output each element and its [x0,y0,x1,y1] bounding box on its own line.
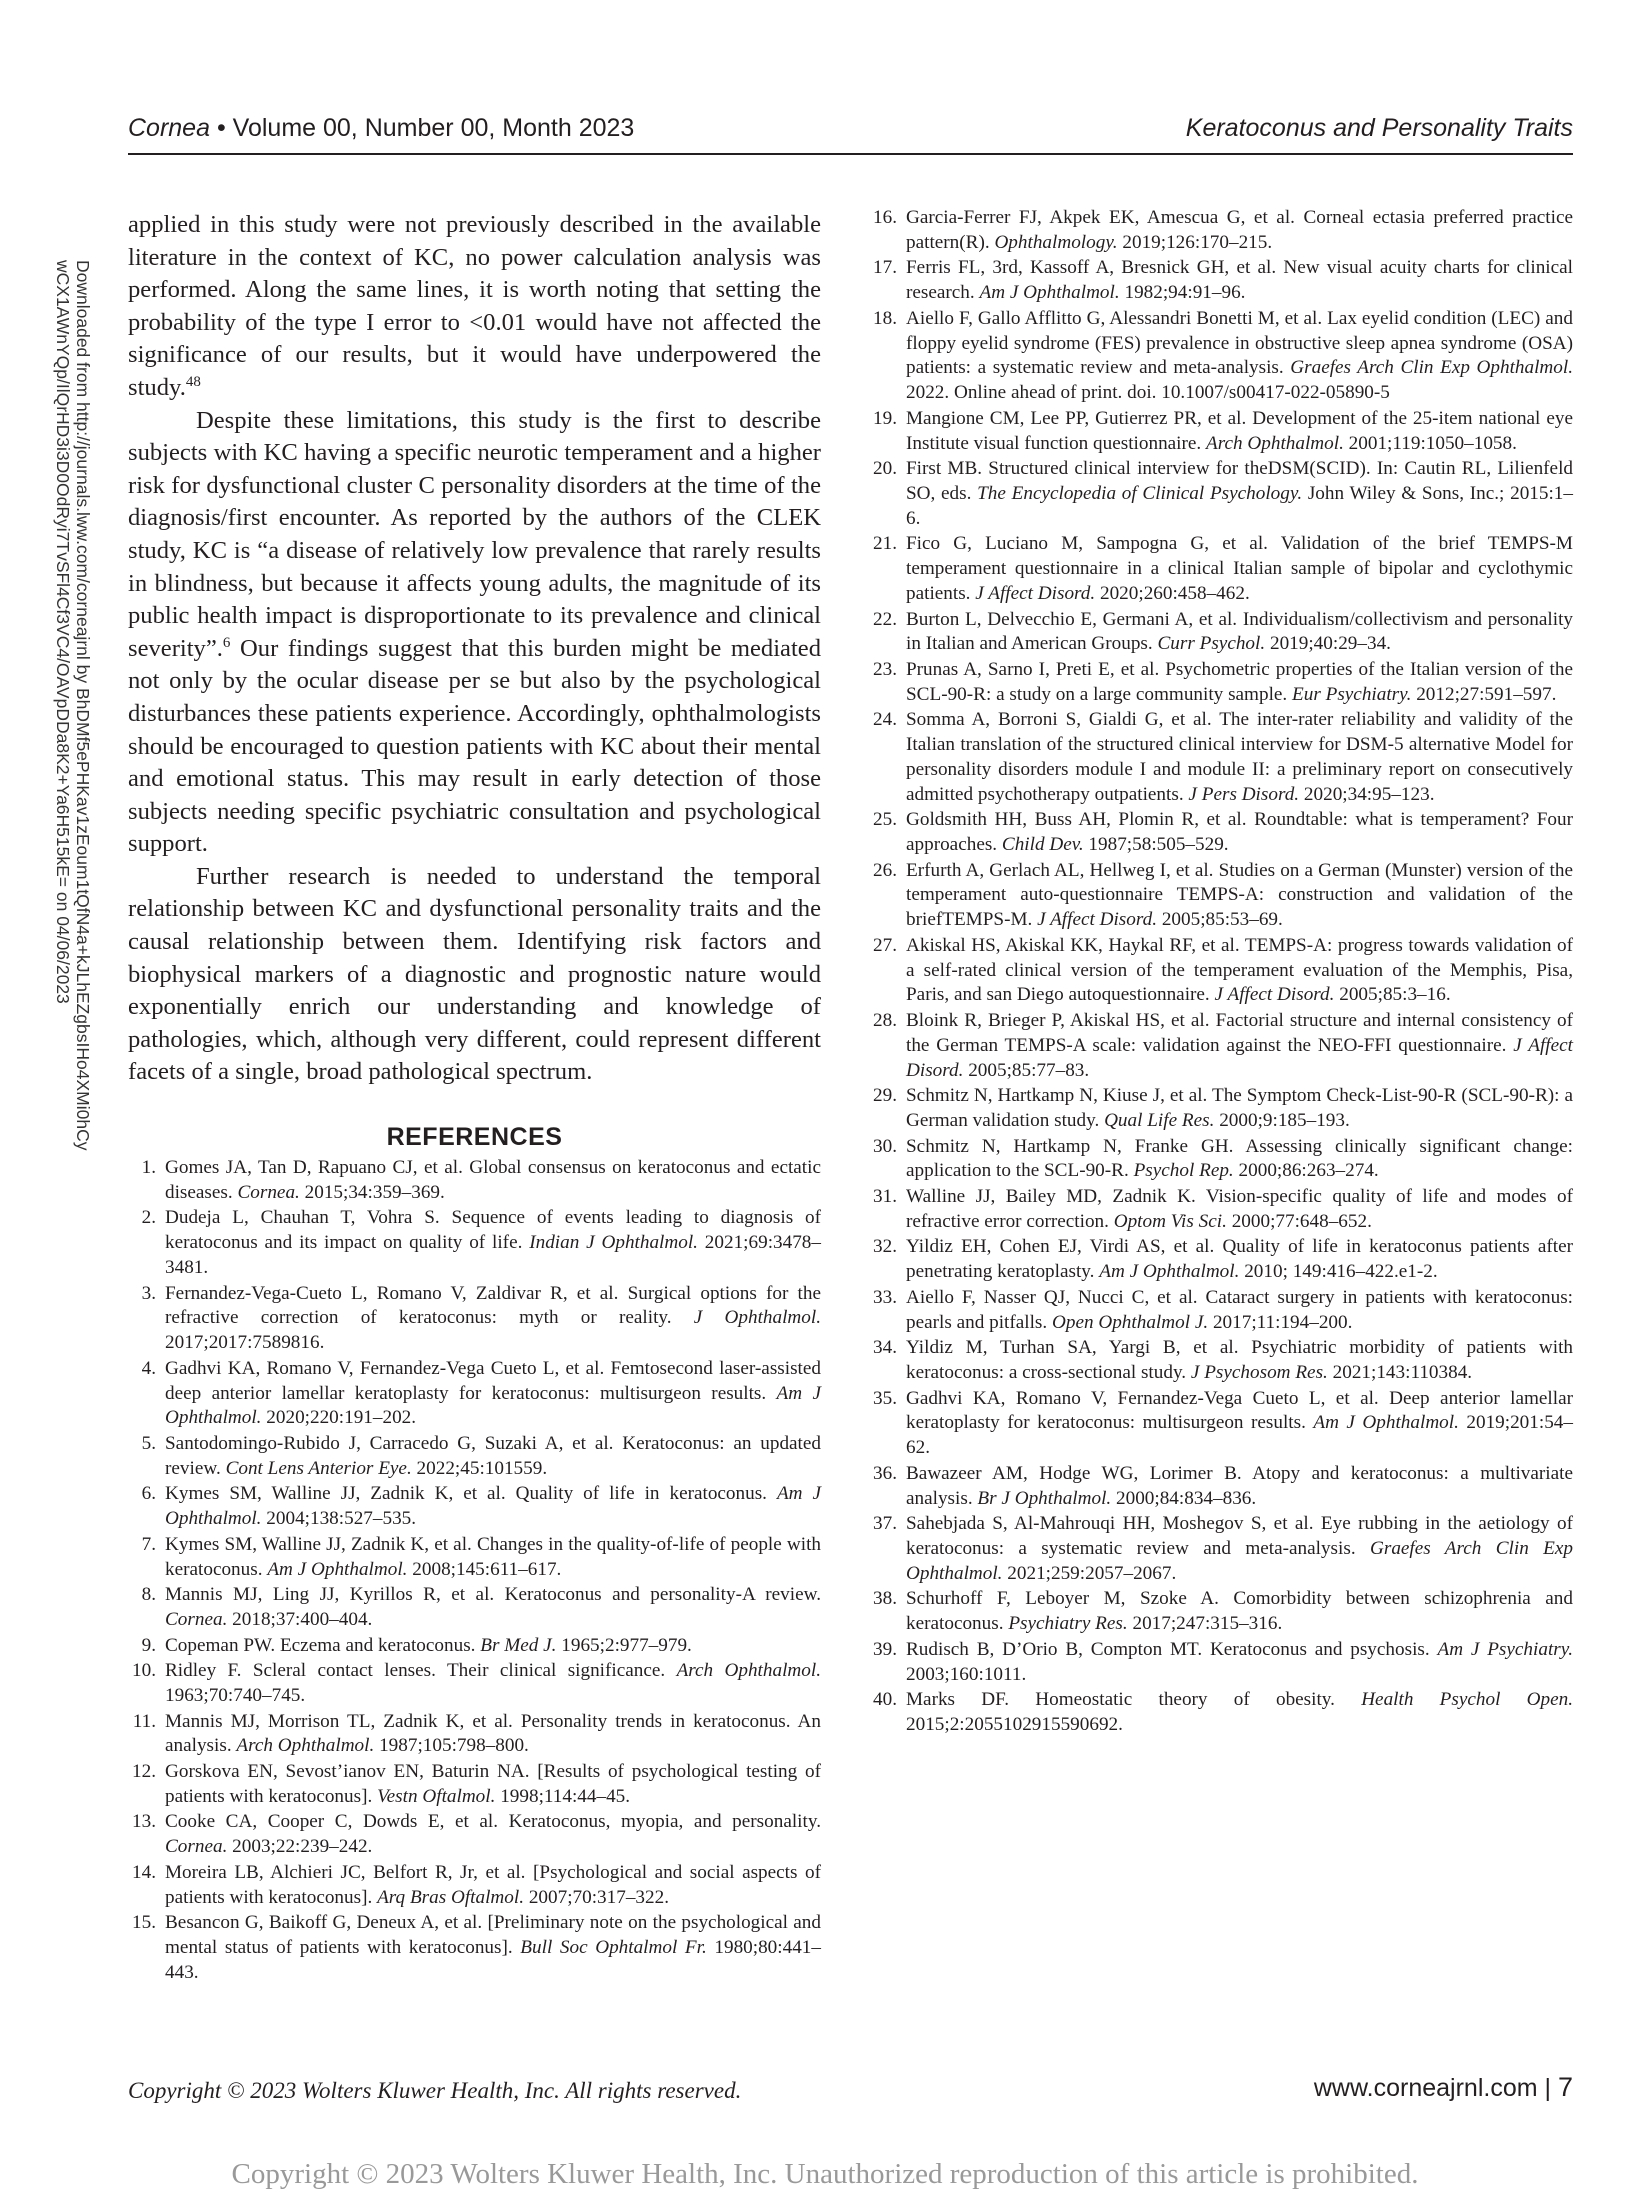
reference-citation: 2005;85:3–16. [1334,984,1451,1006]
reference-citation: 2010; 149:416–422.e1-2. [1239,1261,1438,1283]
reference-item [128,1206,821,1280]
reference-text: First MB. Structured clinical interview for theDSM(SCID). In: Cautin RL, Lilienfeld SO, eds. [906,458,1573,504]
header-separator: • [216,114,226,142]
page-number: 7 [1557,2072,1573,2102]
reference-number: 35. [873,1387,897,1409]
reference-journal: Br Med J. [480,1634,557,1656]
reproduction-notice: Copyright © 2023 Wolters Kluwer Health, Inc. Unauthorized reproduction of this article is prohibited. [231,2158,1419,2190]
reference-item [128,1282,821,1356]
reference-citation: 2003;22:239–242. [227,1836,373,1858]
reference-item [128,1810,821,1860]
reference-journal: Cornea. [237,1181,300,1203]
reference-text: Aiello F, Gallo Afflitto G, Alessandri Bonetti M, et al. Lax eyelid condition (LEC) and floppy eyelid syndrome (FES) prevalence in obstructive sleep apnea syndrome (OSA) patients: a systematic review and meta-analysis. [906,307,1573,379]
reference-item [869,808,1573,858]
journal-name: Cornea [128,114,210,142]
reference-item [128,1357,821,1431]
reference-number: 20. [873,458,897,480]
reference-text: Garcia-Ferrer FJ, Akpek EK, Amescua G, et al. Corneal ectasia preferred practice pattern(R). [906,207,1573,253]
reference-item [869,1084,1573,1134]
reference-text: Goldsmith HH, Buss AH, Plomin R, et al. Roundtable: what is temperament? Four approaches. [906,809,1573,856]
reference-item [128,1583,821,1633]
reference-citation: 2021;69:3478–3481. [165,1232,821,1279]
reference-item [869,1135,1573,1185]
reference-number: 3. [141,1282,156,1304]
reference-item [128,1156,821,1206]
reference-number: 13. [132,1811,156,1833]
reference-number: 14. [132,1861,156,1883]
side-note-line-1: Downloaded from http://journals.lww.com/corneajrnl by BhDMf5ePHKav1zEoum1tQfN4a+kJLhEZgbsIHo4XMi0hCy [73,260,93,1151]
reference-citation: 2015;34:359–369. [299,1181,445,1203]
reference-journal: J Affect Disord. [975,582,1096,604]
reference-item [869,1462,1573,1512]
reference-citation: 2019;201:54–62. [906,1412,1573,1459]
reference-item [869,256,1573,306]
reference-item [869,658,1573,708]
reference-citation: 2012;27:591–597. [1411,683,1557,705]
reference-text: Ridley F. Scleral contact lenses. Their clinical significance. [165,1660,677,1682]
reference-citation: 1965;2:977–979. [556,1634,692,1656]
reference-journal: Qual Life Res. [1104,1110,1215,1132]
reference-text: Fernandez-Vega-Cueto L, Romano V, Zaldivar R, et al. Surgical options for the refractive correction of keratoconus: myth or reality. [165,1282,821,1329]
reference-citation: 2001;119:1050–1058. [1343,432,1517,454]
reference-citation: 2005;85:77–83. [963,1059,1090,1081]
reference-item [869,1235,1573,1285]
reference-number: 29. [873,1085,897,1107]
reference-number: 36. [873,1462,897,1484]
reference-item [869,457,1573,531]
reference-journal: Am J Ophthalmol. [1313,1412,1459,1434]
reference-journal: J Pers Disord. [1188,783,1300,805]
reference-citation: 1987;105:798–800. [374,1735,529,1757]
reference-journal: Psychiatry Res. [1008,1613,1128,1635]
reference-text: Rudisch B, D’Orio B, Compton MT. Keratoconus and psychosis. [906,1638,1438,1660]
reference-text: Kymes SM, Walline JJ, Zadnik K, et al. Quality of life in keratoconus. [165,1483,777,1505]
reference-citation: 2021;259:2057–2067. [1002,1562,1177,1584]
reference-item [128,1861,821,1911]
reference-journal: Am J Ophthalmol. [979,282,1120,304]
paragraph-conclusion: Despite these limitations, this study is the first to describe subjects with KC having a specific neurotic temperament and a higher risk for dysfunctional cluster C personality disorders at the time of the diagnosis/first encounter. As reported by the authors of the CLEK study, KC is “a disease of relatively low prevalence that rarely results in blindness, but because it affects young adults, the magnitude of its public health impact is disproportionate to its prevalence and clinical severity”.$^6$ Our findings suggest that this burden might be mediated not only by the ocular disease per se but also by the psychological disturbances these patients experience. Accordingly, ophthalmologists should be encouraged to question patients with KC about their mental and emotional status. This may result in early detection of those subjects needing specific psychiatric consultation and psychological support. [128,406,821,858]
reference-journal: Arch Ophthalmol. [676,1660,821,1682]
reference-citation: 2004;138:527–535. [261,1508,417,1530]
reference-item [869,934,1573,1008]
reference-number: 34. [873,1337,897,1359]
reference-journal: J Affect Disord. [906,1034,1574,1081]
reference-citation: 2020;260:458–462. [1095,582,1250,604]
reference-citation: 2003;160:1011. [906,1663,1027,1685]
reference-number: 18. [873,307,897,329]
reference-number: 26. [873,859,897,881]
reference-number: 7. [141,1533,156,1555]
footer-site [1314,2072,1573,2103]
reference-citation: 2019;126:170–215. [1117,231,1273,253]
download-side-note [53,260,93,1340]
reference-text: Copeman PW. Eczema and keratoconus. [165,1634,481,1656]
reference-item [869,1009,1573,1083]
reference-list-left [128,1156,821,1985]
running-header [128,114,1573,154]
reference-item [128,1659,821,1709]
reference-number: 28. [873,1010,897,1032]
reference-citation: 1998;114:44–45. [495,1785,631,1807]
paragraph-limitations: applied in this study were not previously described in the available literature in the context of KC, no power calculation analysis was performed. Along the same lines, it is worth noting that setting the probability of the type I error to <0.01 would have not affected the significance of our results, but it would have underpowered the study.$^{48}$ [128,211,821,401]
reference-text: Besancon G, Baikoff G, Deneux A, et al. [Preliminary note on the psychological and mental status of patients with keratoconus]. [165,1912,821,1958]
reference-journal: Graefes Arch Clin Exp Ophthalmol. [1290,357,1573,379]
reference-citation: 2022. Online ahead of print. doi. 10.1007/s00417-022-05890-5 [906,382,1390,404]
reference-item [128,1432,821,1482]
reference-text: Prunas A, Sarno I, Preti E, et al. Psychometric properties of the Italian version of the SCL-90-R: a study on a large community sample. [906,658,1573,705]
reference-journal: Arq Bras Oftalmol. [377,1886,525,1908]
reference-journal: Arch Ophthalmol. [1206,432,1344,454]
reference-item [869,608,1573,658]
reference-number: 15. [132,1912,156,1934]
reference-number: 32. [873,1236,897,1258]
reference-citation: 1963;70:740–745. [165,1684,306,1706]
reference-text: Walline JJ, Bailey MD, Zadnik K. Vision-specific quality of life and modes of refractive error correction. [906,1186,1573,1232]
reference-text: Schurhoff F, Leboyer M, Szoke A. Comorbidity between schizophrenia and keratoconus. [906,1588,1573,1635]
reference-text: Cooke CA, Cooper C, Dowds E, et al. Keratoconus, myopia, and personality. [165,1811,821,1833]
reference-journal: Br J Ophthalmol. [977,1487,1112,1509]
reference-text: Santodomingo-Rubido J, Carracedo G, Suzaki A, et al. Keratoconus: an updated review. [165,1432,821,1479]
citation-superscript: 48 [185,373,201,390]
reference-number: 10. [132,1660,156,1682]
reference-number: 16. [873,207,897,228]
reference-journal: J Psychosom Res. [1190,1362,1328,1383]
reference-item [128,1760,821,1810]
reference-item [869,708,1573,807]
reference-item [869,307,1573,406]
reference-text: Somma A, Borroni S, Gialdi G, et al. The inter-rater reliability and validity of the Italian translation of the structured clinical interview for DSM-5 alternative Model for personality disorders module I and module II: a preliminary report on consecutively admitted psychotherapy outpatients. [906,709,1573,805]
reference-number: 4. [141,1357,156,1379]
reference-item [869,1512,1573,1586]
reference-citation: John Wiley & Sons, Inc.; 2015:1–6. [906,482,1573,529]
reference-text: Mannis MJ, Ling JJ, Kyrillos R, et al. Keratoconus and personality-A review. [165,1584,821,1606]
reference-item [869,859,1573,933]
reference-citation: 2021;143:110384. [1327,1362,1473,1383]
reference-number: 11. [132,1710,156,1732]
side-note-line-2: wCX1AWnYQp/IlQrHD3i3D0OdRyi7TvSFl4Cf3VC4/OAVpDDa8K2+Ya6H515kE= on 04/06/2023 [53,260,73,1004]
reference-journal: Open Ophthalmol J. [1052,1311,1209,1333]
reference-text: Gadhvi KA, Romano V, Fernandez-Vega Cueto L, et al. Femtosecond laser-assisted deep anterior lamellar keratoplasty for keratoconus: multisurgeon results. [165,1357,821,1404]
reference-item [869,1587,1573,1637]
reference-journal: Child Dev. [1001,834,1084,856]
reference-citation: 2018;37:400–404. [227,1608,373,1630]
reference-citation: 2022;45:101559. [411,1457,548,1479]
reference-item [869,1638,1573,1688]
reference-number: 24. [873,709,897,731]
reference-text: Marks DF. Homeostatic theory of obesity. [906,1689,1362,1711]
reference-citation: 1982;94:91–96. [1119,282,1246,304]
reference-number: 17. [873,257,897,279]
reference-citation: 2000;9:185–193. [1214,1110,1350,1132]
reference-item [869,1387,1573,1461]
reference-citation: 2020;34:95–123. [1299,783,1435,805]
reference-text: Gomes JA, Tan D, Rapuano CJ, et al. Global consensus on keratoconus and ectatic diseases. [165,1157,821,1203]
left-column [128,209,821,1986]
reference-journal: Am J Psychiatry. [1437,1638,1573,1660]
reference-journal: Am J Ophthalmol. [1099,1261,1240,1283]
reference-item [128,1533,821,1583]
reference-citation: 2019;40:29–34. [1265,633,1391,655]
website-link[interactable]: www.corneajrnl.com [1313,2074,1538,2102]
reference-journal: The Encyclopedia of Clinical Psychology. [977,482,1303,504]
reference-journal: Curr Psychol. [1157,633,1266,655]
reference-item [869,1185,1573,1235]
paragraph-further-research: Further research is needed to understand the temporal relationship between KC and dysfunctional personality traits and the causal relationship between them. Identifying risk factors and biophysical markers of a diagnostic and prognostic nature would exponentially enrich our understanding and knowledge of pathologies, which, although very different, could represent different facets of a single, broad pathological spectrum. [128,862,821,1086]
reference-journal: J Affect Disord. [1214,984,1335,1006]
reference-item [869,1286,1573,1336]
reference-text: Yildiz M, Turhan SA, Yargi B, et al. Psychiatric morbidity of patients with keratoconus: a cross-sectional study. [906,1337,1573,1383]
reference-number: 38. [873,1588,897,1610]
reference-item [869,206,1573,256]
reference-item [128,1482,821,1532]
reference-journal: Ophthalmology. [994,231,1118,253]
reference-number: 5. [141,1432,156,1454]
footer-copyright: Copyright © 2023 Wolters Kluwer Health, Inc. All rights reserved. [128,2078,742,2103]
reference-journal: Am J Ophthalmol. [165,1483,821,1530]
reference-citation: 2017;2017:7589816. [165,1332,325,1354]
reference-citation: 2017;247:315–316. [1127,1613,1283,1635]
reference-number: 23. [873,658,897,680]
reference-number: 12. [132,1760,156,1782]
reference-number: 22. [873,608,897,630]
reference-text: Mannis MJ, Morrison TL, Zadnik K, et al. Personality trends in keratoconus. An analysis. [165,1710,821,1757]
right-column [869,206,1573,1739]
reference-text: Fico G, Luciano M, Sampogna G, et al. Validation of the brief TEMPS-M temperament questionnaire in a clinical Italian sample of bipolar and cyclothymic patients. [906,533,1573,604]
reference-citation: 2008;145:611–617. [407,1558,562,1580]
reference-text: Gorskova EN, Sevost’ianov EN, Baturin NA. [Results of psychological testing of patients with keratoconus]. [165,1760,821,1807]
reference-citation: 1980;80:441–443. [165,1936,821,1983]
reference-number: 1. [141,1157,156,1179]
reference-text: Dudeja L, Chauhan T, Vohra S. Sequence of events leading to diagnosis of keratoconus and its impact on quality of life. [165,1207,821,1254]
reference-text: Yildiz EH, Cohen EJ, Virdi AS, et al. Quality of life in keratoconus patients after penetrating keratoplasty. [906,1236,1573,1283]
reference-text: Akiskal HS, Akiskal KK, Haykal RF, et al. TEMPS-A: progress towards validation of a self-rated clinical version of the temperament evaluation of the Memphis, Pisa, Paris, and san Diego autoquestionnaire. [906,934,1573,1006]
reference-number: 21. [873,533,897,555]
reference-text: Gadhvi KA, Romano V, Fernandez-Vega Cueto L, et al. Deep anterior lamellar keratoplasty for keratoconus: multisurgeon results. [906,1387,1573,1434]
reference-text: Ferris FL, 3rd, Kassoff A, Bresnick GH, et al. New visual acuity charts for clinical research. [906,257,1573,304]
reference-item [128,1710,821,1760]
reference-item [869,1688,1573,1738]
reference-text: Sahebjada S, Al-Mahrouqi HH, Moshegov S, et al. Eye rubbing in the aetiology of keratoconus: a systematic review and meta-analysis. [906,1513,1573,1559]
reference-number: 9. [141,1634,156,1656]
reference-citation: 2005;85:53–69. [1157,909,1283,931]
reference-text: Kymes SM, Walline JJ, Zadnik K, et al. Changes in the quality-of-life of people with keratoconus. [165,1533,821,1580]
volume-info: Volume 00, Number 00, Month 2023 [232,114,635,142]
reference-journal: Vestn Oftalmol. [377,1785,496,1807]
reference-number: 39. [873,1638,897,1660]
reference-journal: Cont Lens Anterior Eye. [225,1457,412,1479]
reference-text: Mangione CM, Lee PP, Gutierrez PR, et al. Development of the 25-item national eye Institute visual function questionnaire. [906,407,1573,454]
footer-divider: | [1544,2074,1552,2102]
reference-citation: 2000;84:834–836. [1111,1487,1257,1509]
reference-item [869,532,1573,606]
reference-journal: J Affect Disord. [1037,909,1158,931]
header-journal-info [128,114,634,143]
reference-citation: 2017;11:194–200. [1208,1311,1353,1333]
references-heading: REFERENCES [386,1123,563,1152]
reference-item [128,1634,821,1659]
reference-list-right [869,206,1573,1738]
reference-number: 27. [873,934,897,956]
reference-number: 2. [141,1207,156,1229]
reference-journal: Psychol Rep. [1133,1160,1234,1182]
reference-journal: Health Psychol Open. [1361,1689,1573,1711]
reference-journal: Indian J Ophthalmol. [529,1232,698,1254]
reference-citation: 2020;220:191–202. [261,1407,417,1429]
reference-text: Moreira LB, Alchieri JC, Belfort R, Jr, et al. [Psychological and social aspects of patients with keratoconus]. [165,1861,821,1908]
reference-citation: 2015;2:2055102915590692. [906,1713,1123,1735]
reference-citation: 2000;77:648–652. [1226,1210,1372,1232]
reference-citation: 2007;70:317–322. [524,1886,669,1908]
reference-text: Erfurth A, Gerlach AL, Hellweg I, et al. Studies on a German (Munster) version of the temperament auto-questionnaire TEMPS-A: construction and validation of the briefTEMPS-M. [906,859,1573,931]
reference-number: 6. [141,1483,156,1505]
reference-journal: Graefes Arch Clin Exp Ophthalmol. [906,1537,1573,1584]
reference-journal: Am J Ophthalmol. [165,1382,821,1429]
reference-text: Bawazeer AM, Hodge WG, Lorimer B. Atopy and keratoconus: a multivariate analysis. [906,1462,1573,1509]
reference-journal: Bull Soc Ophtalmol Fr. [520,1936,707,1958]
reference-citation: 2000;86:263–274. [1233,1160,1379,1182]
reference-number: 33. [873,1286,897,1308]
reference-number: 25. [873,809,897,831]
reference-journal: Cornea. [165,1836,228,1858]
reference-text: Bloink R, Brieger P, Akiskal HS, et al. Factorial structure and internal consistency of the German TEMPS-A scale: validation against the NEO-FFI questionnaire. [906,1010,1573,1056]
reference-text: Schmitz N, Hartkamp N, Franke GH. Assessing clinically significant change: application to the SCL-90-R. [906,1135,1573,1182]
reference-journal: J Ophthalmol. [693,1307,822,1329]
reference-citation: 1987;58:505–529. [1083,834,1229,856]
reference-number: 19. [873,407,897,429]
reference-journal: Am J Ophthalmol. [267,1558,408,1580]
reference-item [869,1336,1573,1386]
reference-number: 40. [873,1689,897,1711]
reference-number: 30. [873,1135,897,1157]
reference-number: 37. [873,1513,897,1535]
reference-journal: Optom Vis Sci. [1113,1210,1227,1232]
reference-journal: Arch Ophthalmol. [236,1735,375,1757]
reference-text: Burton L, Delvecchio E, Germani A, et al. Individualism/collectivism and personality in Italian and American Groups. [906,608,1573,655]
reference-journal: Eur Psychiatry. [1292,683,1412,705]
reference-item [869,407,1573,457]
reference-item [128,1911,821,1985]
reference-text: Aiello F, Nasser QJ, Nucci C, et al. Cataract surgery in patients with keratoconus: pearls and pitfalls. [906,1286,1573,1333]
citation-superscript: 6 [222,634,231,651]
reference-number: 31. [873,1186,897,1208]
header-rule [128,153,1573,155]
running-title: Keratoconus and Personality Traits [1185,114,1573,142]
reference-journal: Cornea. [165,1608,228,1630]
reference-number: 8. [141,1584,156,1606]
reference-text: Schmitz N, Hartkamp N, Kiuse J, et al. The Symptom Check-List-90-R (SCL-90-R): a German validation study. [906,1085,1573,1132]
